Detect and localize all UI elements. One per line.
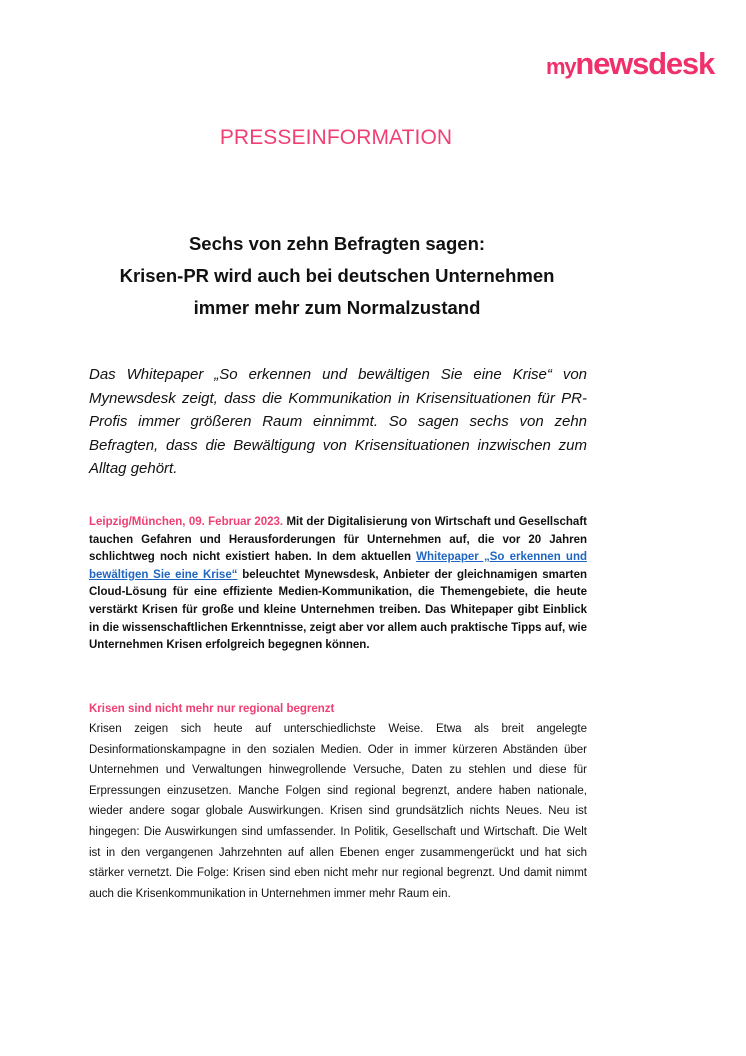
headline-line-3: immer mehr zum Normalzustand xyxy=(193,297,481,318)
dateline: Leipzig/München, 09. Februar 2023. xyxy=(89,516,284,528)
headline-line-1: Sechs von zehn Befragten sagen: xyxy=(188,233,486,254)
section-heading: Krisen sind nicht mehr nur regional begrenzt xyxy=(89,703,335,715)
headline-line-2: Krisen-PR wird auch bei deutschen Unternehmen xyxy=(119,265,555,286)
logo-prefix: my xyxy=(546,54,576,79)
section-body: Krisen zeigen sich heute auf unterschiedlichste Weise. Etwa als breit angelegte Desinformationskampagne in den sozialen Medien. Oder in immer kürzeren Abständen über Unternehmen und Verwaltungen hinwegrollende Versuche, Daten zu stehlen und diese für Erpressungen einzusetzen. Manche Folgen sind regional begrenzt, andere haben nationale, wieder andere sogar globale Auswirkungen. Krisen sind grundsätzlich nichts Neues. Neu ist hingegen: Die Auswirkungen sind umfassender. In Politik, Gesellschaft und Wirtschaft. Die Welt ist in den vergangenen Jahrzehnten auf allen Ebenen enger zusammengerückt und hat sich stärker vernetzt. Die Folge: Krisen sind eben nicht mehr nur regional begrenzt. Und damit nimmt auch die Krisenkommunikation in Unternehmen immer mehr Raum ein. xyxy=(89,723,587,900)
document-type-label: PRESSEINFORMATION xyxy=(219,126,453,149)
whitepaper-link[interactable]: Whitepaper „So erkennen und bewältigen Sie eine Krise“ xyxy=(89,551,587,581)
lead-paragraph xyxy=(89,514,587,655)
headline xyxy=(60,228,614,324)
intro-paragraph: Das Whitepaper „So erkennen und bewältigen Sie eine Krise“ von Mynewsdesk zeigt, dass die Kommunikation in Krisensituationen für PR-Profis immer größeren Raum einnimmt. So sagen sechs von zehn Befragten, dass die Bewältigung von Krisensituationen inzwischen zum Alltag gehört. xyxy=(89,366,587,478)
lead-text-1: Mit der Digitalisierung von Wirtschaft und Gesellschaft tauchen Gefahren und Herausforderungen für Unternehmen auf, die vor 20 Jahren schlichtweg noch nicht existiert haben. In dem aktuellen xyxy=(89,516,587,564)
mynewsdesk-logo xyxy=(546,46,714,82)
logo-name: newsdesk xyxy=(575,46,714,81)
lead-text-2: beleuchtet Mynewsdesk, Anbieter der gleichnamigen smarten Cloud-Lösung für eine effiziente Medien-Kommunikation, die Themengebiete, die heute verstärkt Krisen für große und kleine Unternehmen treiben. Das Whitepaper gibt Einblick in die wissenschaftlichen Erkenntnisse, zeigt aber vor allem auch praktische Tipps auf, wie Unternehmen Krisen erfolgreich begegnen können. xyxy=(89,568,587,652)
